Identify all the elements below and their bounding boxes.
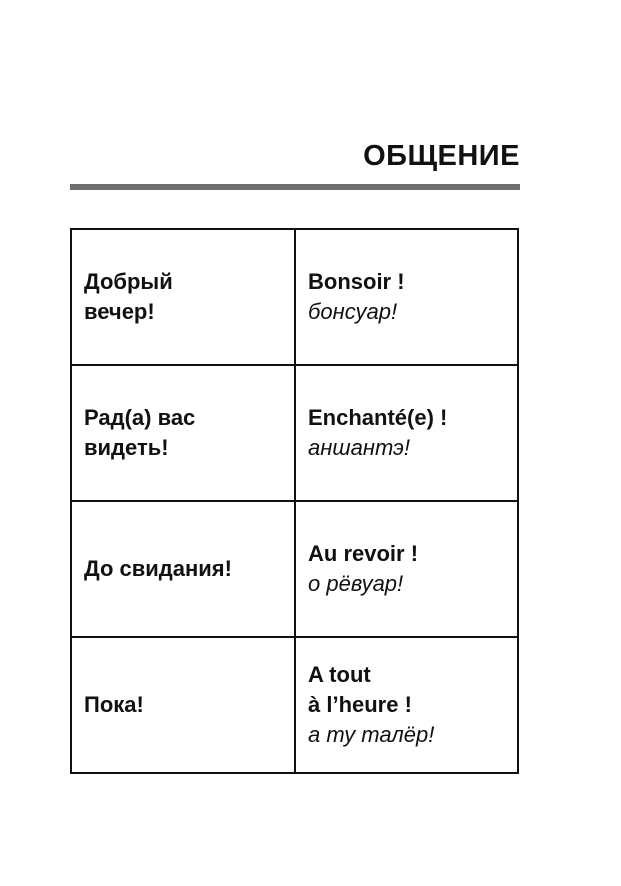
transcription: а ту талёр! — [308, 722, 435, 747]
table-row — [71, 501, 518, 637]
french-phrase-cell — [295, 365, 518, 501]
transcription: о рёвуар! — [308, 571, 404, 596]
russian-phrase-cell — [71, 365, 295, 501]
russian-phrase: Рад(а) вас видеть! — [84, 405, 196, 460]
table-row — [71, 637, 518, 773]
title-divider — [70, 184, 520, 190]
french-phrase: Au revoir ! — [308, 541, 419, 566]
russian-phrase: Пока! — [84, 692, 144, 717]
table-row — [71, 365, 518, 501]
phrase-table — [70, 228, 519, 774]
transcription: аншантэ! — [308, 435, 410, 460]
french-phrase-cell — [295, 229, 518, 365]
table-row — [71, 229, 518, 365]
page-title: ОБЩЕНИЕ — [363, 140, 520, 172]
russian-phrase: До свидания! — [84, 556, 232, 581]
russian-phrase-cell — [71, 501, 295, 637]
russian-phrase-cell — [71, 229, 295, 365]
russian-phrase: Добрый вечер! — [84, 269, 173, 324]
french-phrase: Enchanté(e) ! — [308, 405, 448, 430]
french-phrase-cell — [295, 501, 518, 637]
french-phrase-cell — [295, 637, 518, 773]
russian-phrase-cell — [71, 637, 295, 773]
transcription: бонсуар! — [308, 299, 398, 324]
french-phrase: A tout à l’heure ! — [308, 662, 412, 717]
french-phrase: Bonsoir ! — [308, 269, 405, 294]
